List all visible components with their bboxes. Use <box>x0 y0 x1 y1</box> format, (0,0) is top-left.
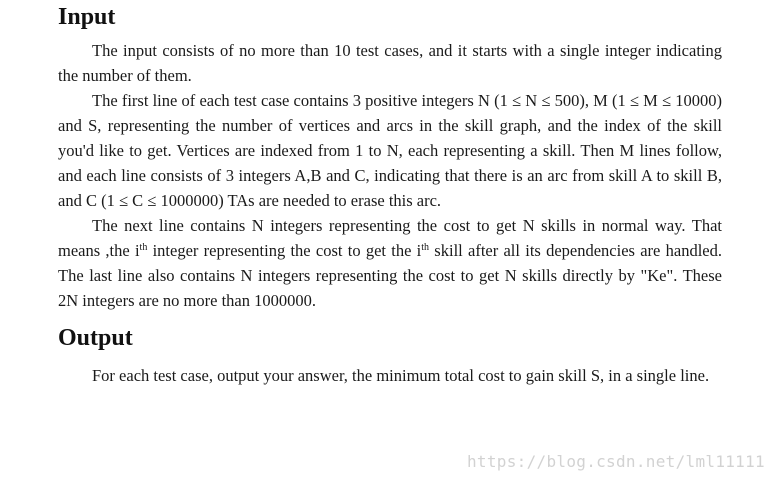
input-paragraph-3-part-2: integer representing the cost to get the i <box>147 241 422 260</box>
superscript-th-2: th <box>421 242 430 253</box>
watermark-url: https://blog.csdn.net/lml11111 <box>467 452 765 471</box>
input-paragraph-1: The input consists of no more than 10 test cases, and it starts with a single integer indicating the number of them. <box>58 41 722 85</box>
input-heading: Input <box>58 4 116 30</box>
input-paragraph-3-part-1: The next line contains N integers representing the cost to get N skills in normal way. That means ,the i <box>58 216 722 260</box>
output-heading: Output <box>58 325 133 351</box>
input-paragraph-3 <box>58 213 722 313</box>
input-paragraph-2: The first line of each test case contains 3 positive integers N (1 ≤ N ≤ 500), M (1 ≤ M ≤ 10000) and S, representing the number of vertices and arcs in the skill graph, and the index of the skill you'd like to get. Vertices are indexed from 1 to N, each representing a skill. Then M lines follow, and each line consists of 3 integers A,B and C, indicating that there is an arc from skill A to skill B, and C (1 ≤ C ≤ 1000000) TAs are needed to erase this arc. <box>58 91 722 210</box>
input-paragraph-3-part-3: skill after all its dependencies are handled. The last line also contains N integers representing the cost to get N skills directly by "Ke". These 2N integers are no more than 1000000. <box>58 241 722 310</box>
problem-statement <box>58 0 722 388</box>
superscript-th-1: th <box>139 242 148 253</box>
output-paragraph: For each test case, output your answer, the minimum total cost to gain skill S, in a single line. <box>92 366 710 385</box>
